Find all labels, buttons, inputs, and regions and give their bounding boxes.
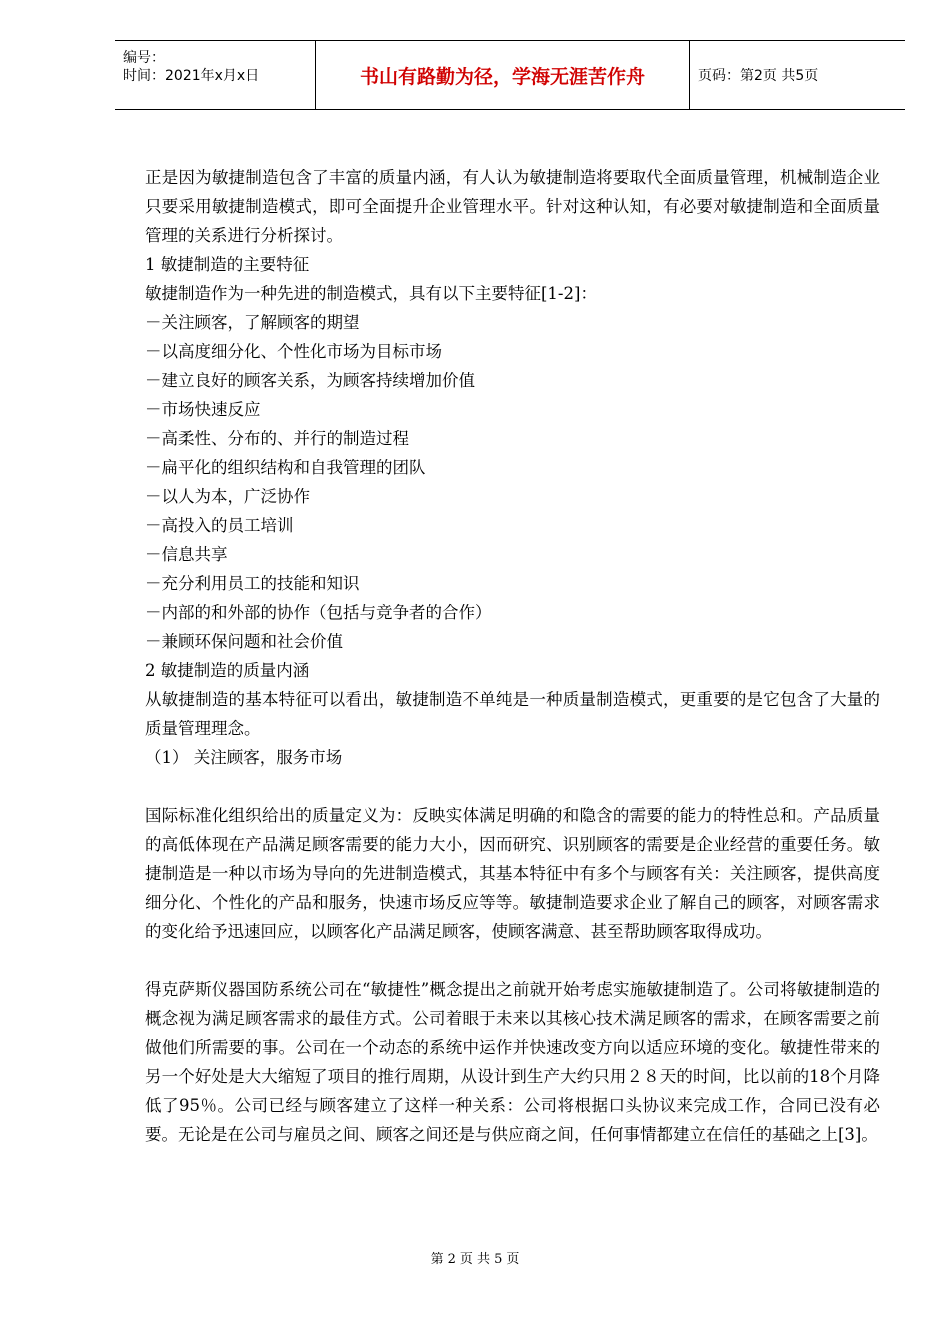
list-item: －以人为本，广泛协作 bbox=[145, 487, 310, 506]
header-page-info: 页码：第2页 共5页 bbox=[698, 68, 819, 84]
paragraph-intro: 正是因为敏捷制造包含了丰富的质量内涵，有人认为敏捷制造将要取代全面质量管理，机械制造企业只要采用敏捷制造模式，即可全面提升企业管理水平。针对这种认知，有必要对敏捷制造和全面质量管理的关系进行分析探讨。 bbox=[145, 168, 880, 245]
section-heading-2: 2 敏捷制造的质量内涵 bbox=[145, 661, 310, 680]
header-meta-cell bbox=[115, 41, 316, 109]
list-item: －市场快速反应 bbox=[145, 400, 261, 419]
paragraph: 得克萨斯仪器国防系统公司在“敏捷性”概念提出之前就开始考虑实施敏捷制造了。公司将敏捷制造的概念视为满足顾客需求的最佳方式。公司着眼于未来以其核心技术满足顾客的需求，在顾客需要之前做他们所需要的事。公司在一个动态的系统中运作并快速改变方向以适应环境的变化。敏捷性带来的另一个好处是大大缩短了项目的推行周期，从设计到生产大约只用２８天的时间，比以前的18个月降低了95％。公司已经与顾客建立了这样一种关系：公司将根据口头协议来完成工作，合同已没有必要。无论是在公司与雇员之间、顾客之间还是与供应商之间，任何事情都建立在信任的基础之上[3]。 bbox=[145, 980, 880, 1144]
footer-prefix: 第 bbox=[430, 1252, 444, 1267]
list-item: －兼顾环保问题和社会价值 bbox=[145, 632, 343, 651]
document-number-label: 编号： bbox=[123, 50, 165, 66]
blank-line bbox=[145, 946, 880, 975]
list-item: －建立良好的顾客关系，为顾客持续增加价值 bbox=[145, 371, 475, 390]
list-item: －充分利用员工的技能和知识 bbox=[145, 574, 360, 593]
header-motto-cell bbox=[316, 41, 690, 109]
page-header bbox=[115, 40, 905, 110]
subsection-heading: （1） 关注顾客，服务市场 bbox=[145, 748, 343, 767]
document-time-label: 时间：2021年x月x日 bbox=[123, 68, 260, 84]
list-item: －以高度细分化、个性化市场为目标市场 bbox=[145, 342, 442, 361]
footer-middle: 页 共 bbox=[459, 1252, 491, 1267]
footer-current-page: 2 bbox=[447, 1252, 456, 1267]
section-heading-1: 1 敏捷制造的主要特征 bbox=[145, 255, 310, 274]
blank-line bbox=[145, 772, 880, 801]
list-item: －高投入的员工培训 bbox=[145, 516, 294, 535]
footer-suffix: 页 bbox=[506, 1252, 520, 1267]
footer-total-pages: 5 bbox=[494, 1252, 503, 1267]
list-item: －关注顾客，了解顾客的期望 bbox=[145, 313, 360, 332]
header-motto: 书山有路勤为径，学海无涯苦作舟 bbox=[359, 65, 645, 88]
paragraph: 国际标准化组织给出的质量定义为：反映实体满足明确的和隐含的需要的能力的特性总和。产品质量的高低体现在产品满足顾客需要的能力大小，因而研究、识别顾客的需要是企业经营的重要任务。敏捷制造是一种以市场为导向的先进制造模式，其基本特征中有多个与顾客有关：关注顾客，提供高度细分化、个性化的产品和服务，快速市场反应等等。敏捷制造要求企业了解自己的顾客，对顾客需求的变化给予迅速回应，以顾客化产品满足顾客，使顾客满意、甚至帮助顾客取得成功。 bbox=[145, 806, 880, 941]
paragraph: 从敏捷制造的基本特征可以看出，敏捷制造不单纯是一种质量制造模式，更重要的是它包含了大量的质量管理理念。 bbox=[145, 690, 880, 738]
paragraph: 敏捷制造作为一种先进的制造模式，具有以下主要特征[1-2]： bbox=[145, 284, 597, 303]
list-item: －高柔性、分布的、并行的制造过程 bbox=[145, 429, 409, 448]
list-item: －扁平化的组织结构和自我管理的团队 bbox=[145, 458, 426, 477]
list-item: －内部的和外部的协作（包括与竞争者的合作） bbox=[145, 603, 492, 622]
page-footer bbox=[0, 1248, 950, 1267]
list-item: －信息共享 bbox=[145, 545, 228, 564]
header-page-cell bbox=[690, 41, 905, 109]
document-body bbox=[145, 163, 880, 1149]
